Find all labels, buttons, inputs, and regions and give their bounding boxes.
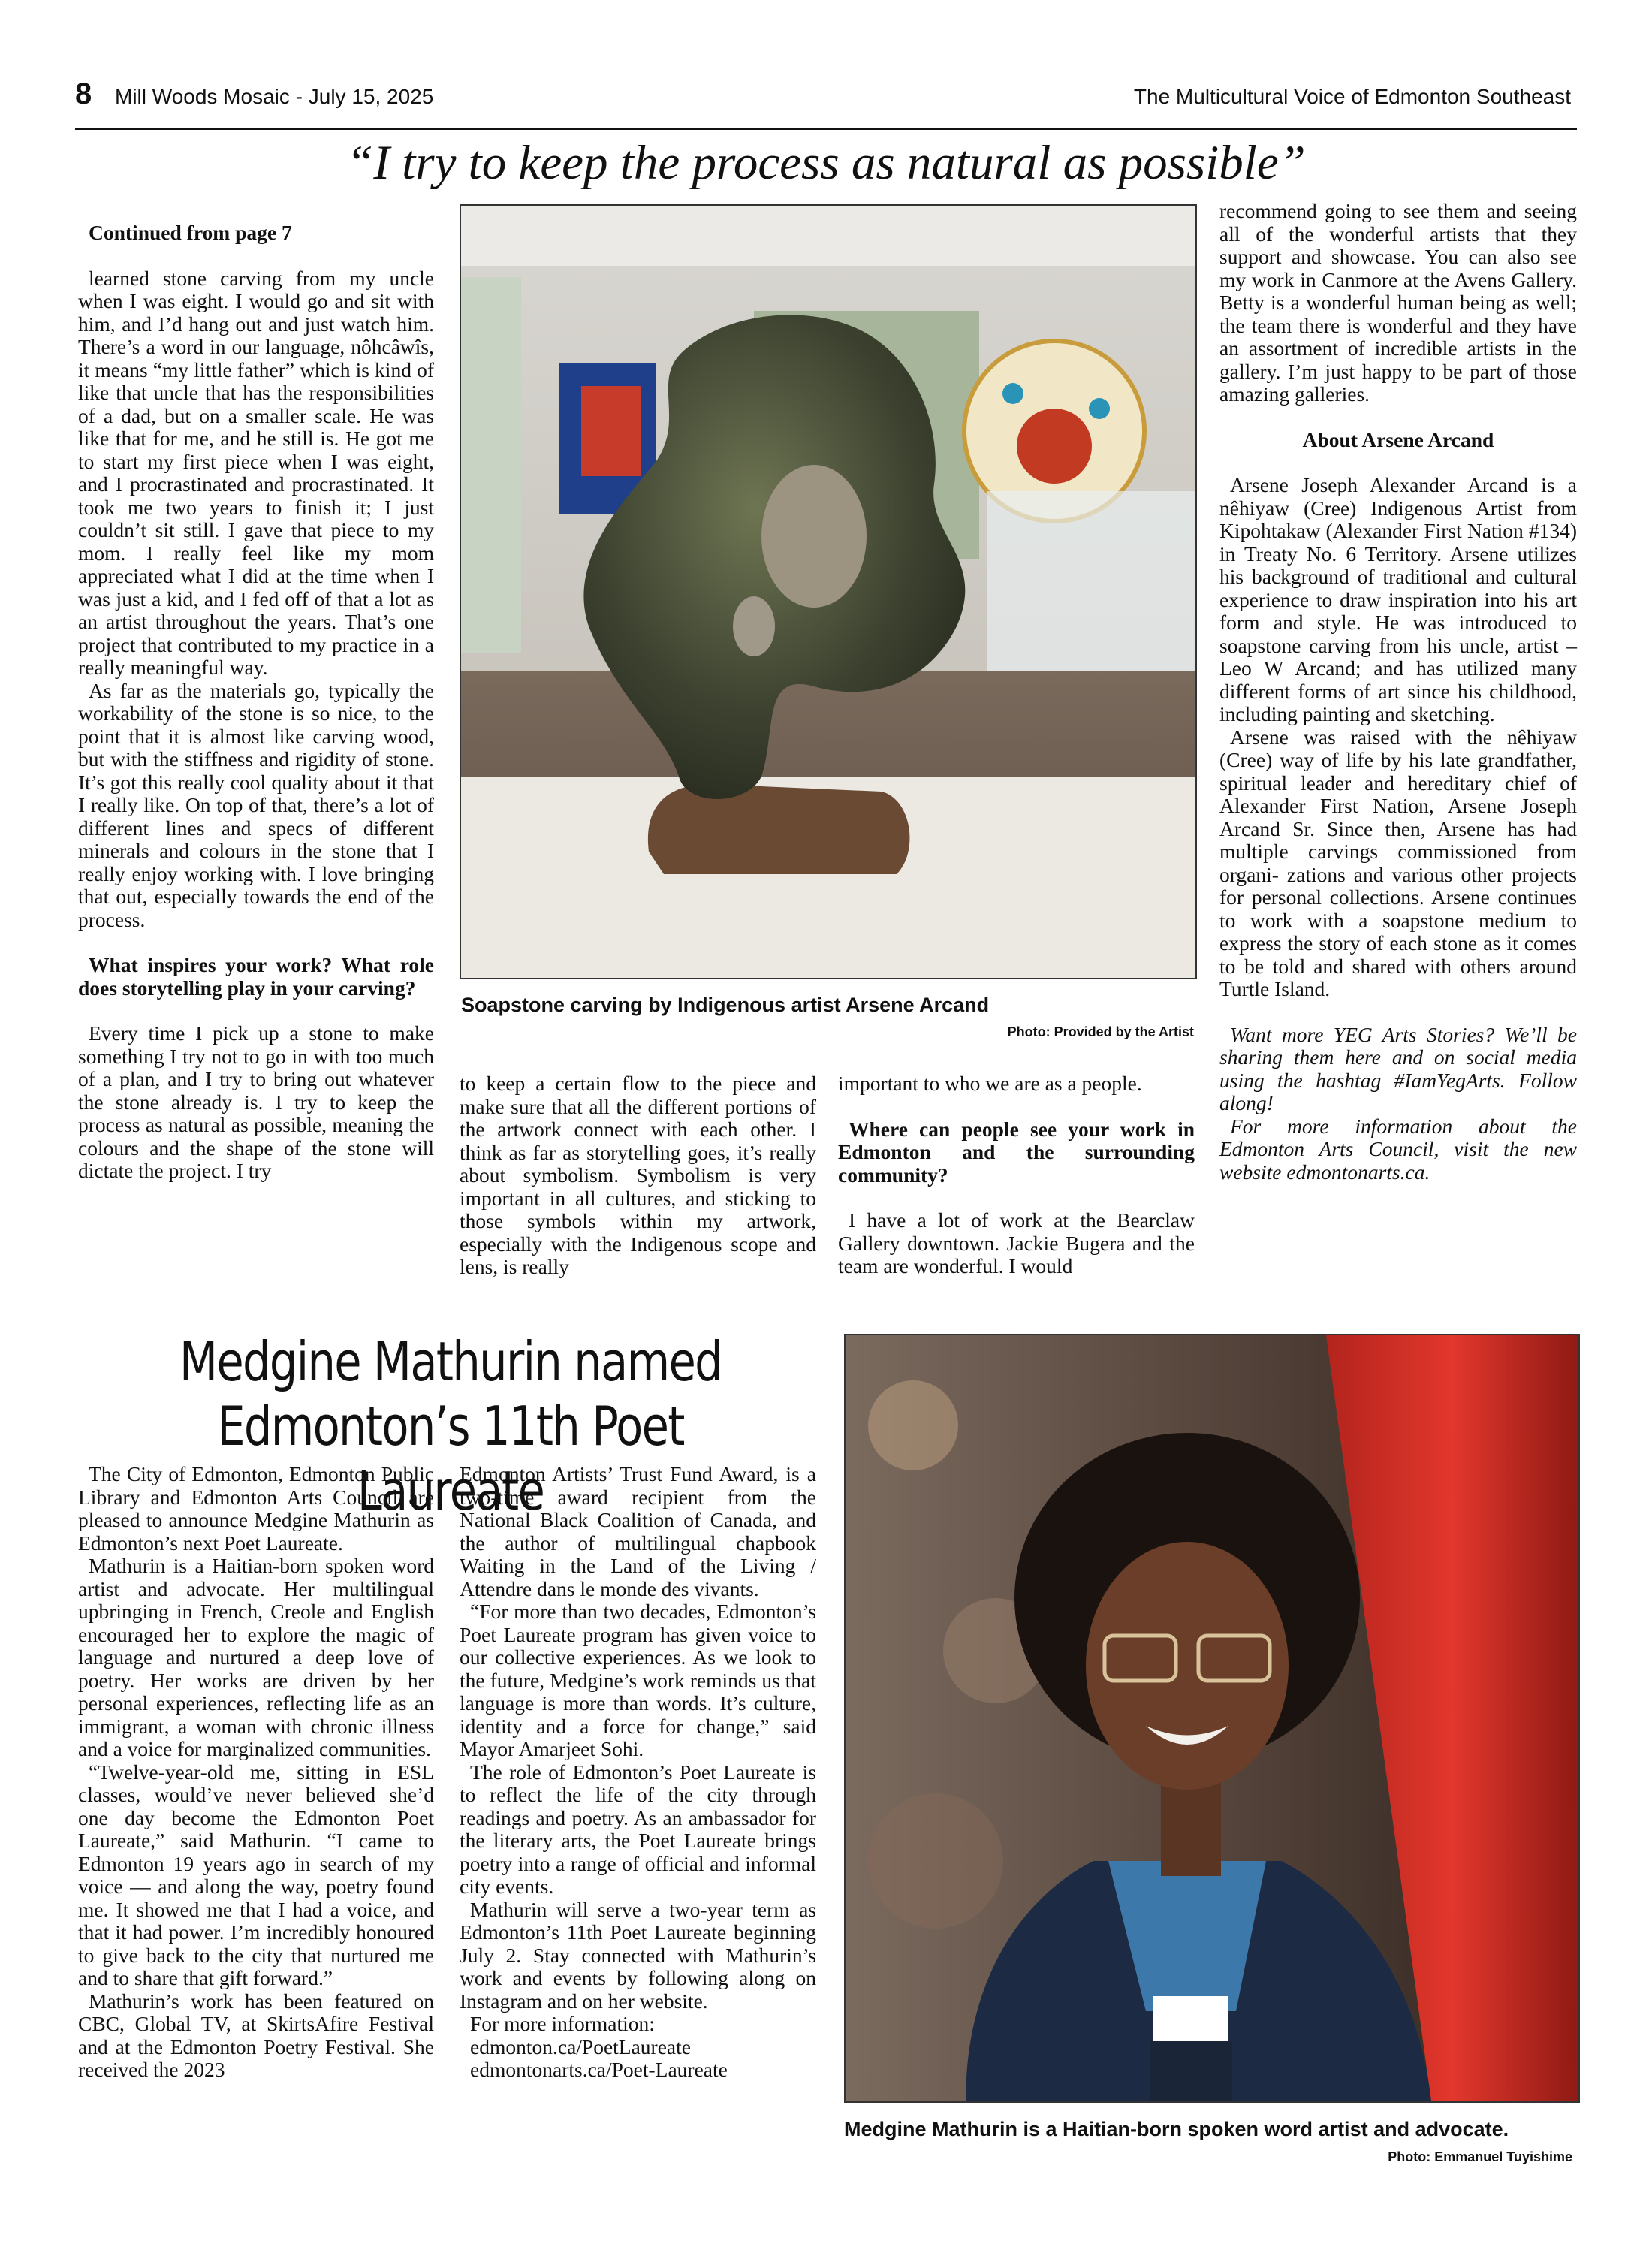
article2-column-1 [78,1463,434,2082]
paragraph: Want more YEG Arts Stories? We’ll be sharing them here and on social media using the hashtag #IamYegArts. Follow along! [1219,1022,1577,1114]
paragraph: to keep a certain flow to the piece and make sure that all the different portions of the artwork connect with each other. I think as far as storytelling goes, it’s really about symbolism. Symbolism is very important in all cultures, and sticking to those symbols within my artwork, especially with the Indigenous scope and lens, is really [460,1072,816,1278]
soapstone-carving-photo [460,204,1197,979]
photo-caption: Soapstone carving by Indigenous artist Arsene Arcand [461,994,990,1016]
pull-quote-headline: “I try to keep the process as natural as possible” [346,136,1306,190]
paragraph: recommend going to see them and seeing all of the wonderful artists that they support and showcase. You can also see my work in Canmore at the Avens Gallery. Betty is a wonderful human being as well; the team there is wonderful and they have an assortment of incredible artists in the gallery. I’m just happy to be part of those amazing galleries. [1219,199,1577,406]
paragraph: learned stone carving from my uncle when I was eight. I would go and sit with him, and I’d hang out and just watch him. There’s a word in our language, nôhcâwîs, it means “my little father” which is kind of like that uncle that has the responsibilities of a dad, but on a smaller scale. He was like that for me, and he still is. He got me to start my first piece when I was eight, and I procrastinated and procrastinated. It took me two years to finish it; I just couldn’t sit still. I gave that piece to my mom. I really feel like my mom appreciated what I did at the time when I was just a kid, and I fed off of that a lot as an artist throughout the years. That’s one project that contributed to my practice in a really meaningful way. [78,266,434,679]
publication-tagline: The Multicultural Voice of Edmonton Southeast [1133,85,1571,108]
photo-caption: Medgine Mathurin is a Haitian-born spoken word artist and advocate. [844,2118,1509,2140]
article2-column-2 [460,1463,816,2082]
headline-line-1: Medgine Mathurin named [179,1330,722,1393]
paragraph: The City of Edmonton, Edmonton Public Library and Edmonton Arts Council are pleased to announce Medgine Mathurin as Edmonton’s next Poet Laureate. [78,1462,434,1555]
paragraph: Mathurin is a Haitian-born spoken word artist and advocate. Her multilingual upbringing in French, Creole and English encouraged her to explore the magic of language and nurtured a deep love of poetry. Her works are driven by her personal experiences, reflecting life as an immigrant, a woman with chronic illness and a voice for marginalized communities. [78,1554,434,1760]
paragraph: For more information: [470,2012,655,2035]
photo-credit: Photo: Provided by the Artist [1007,1024,1194,1039]
paragraph: The role of Edmonton’s Poet Laureate is to reflect the life of the city through readings and poetry. As an ambassador for the literary arts, the Poet Laureate brings poetry into a range of official and informal city events. [460,1760,816,1898]
paragraph: “For more than two decades, Edmonton’s Poet Laureate program has given voice to our collective experiences. As we look to the future, Medgine’s work reminds us that language is more than words. It’s culture, identity and a force for change,” said Mayor Amarjeet Sohi. [460,1600,816,1760]
paragraph: I have a lot of work at the Bearclaw Gallery downtown. Jackie Bugera and the team are wonderful. I would [838,1208,1195,1277]
headline-line-2: Edmonton’s 11th Poet Laureate [217,1395,684,1522]
link-edmontonarts[interactable]: edmontonarts.ca/Poet-Laureate [470,2058,728,2081]
paragraph: As far as the materials go, typically the workability of the stone is so nice, to the point that it is almost like carving wood, but with the stiffness and rigidity of stone. It’s got this really cool quality about it that I really like. On top of that, there’s a lot of different lines and specs of different minerals and colours in the stone that I really enjoy working with. I love bringing that out, especially towards the end of the process. [78,678,434,931]
paragraph: Arsene Joseph Alexander Arcand is a nêhiyaw (Cree) Indigenous Artist from Kipohtakaw (Alexander First Nation #134) in Treaty No. 6 Territory. Arsene utilizes his background of traditional and cultural experience to draw inspiration into his art form and style. He was introduced to soapstone carving from his uncle, artist – Leo W Arcand; and has utilized many different forms of art since his childhood, including painting and sketching. [1219,473,1577,725]
publication-date: Mill Woods Mosaic - July 15, 2025 [115,85,434,108]
link-poet-laureate[interactable]: edmonton.ca/PoetLaureate [470,2034,691,2058]
paragraph: important to who we are as a people. [838,1072,1142,1095]
paragraph: Every time I pick up a stone to make something I try not to go in with too much of a plan, and I try to bring out whatever the stone already is. I try to keep the process as natural as possible, meaning the colours and the shape of the stone will dictate the project. I try [78,1021,434,1182]
paragraph: Mathurin’s work has been featured on CBC, Global TV, at SkirtsAfire Festival and at the Edmonton Poetry Festival. She received the 2023 [78,1989,434,2081]
paragraph: Arsene was raised with the nêhiyaw (Cree) way of life by his late grandfather, spiritual leader and hereditary chief of Alexander First Nation, Arsene Joseph Arcand Sr. Since then, Arsene has had multiple carvings commissioned from organi- zations and various other projects for personal collections. Arsene continues to work with a soapstone medium to express the story of each stone as it comes to be told and shared with others around Turtle Island. [1219,725,1577,1000]
article1-column-3 [838,1072,1195,1278]
article1-column-2 [460,1072,816,1279]
paragraph: For more information about the Edmonton Arts Council, visit the new website edmontonarts.ca. [1219,1114,1577,1184]
article1-column-4 [1219,200,1577,1184]
paragraph: “Twelve-year-old me, sitting in ESL classes, would’ve never believed she’d one day become the Edmonton Poet Laureate,” said Mathurin. “I came to Edmonton 19 years ago in search of my voice — and along the way, poetry found me. It showed me that I had a voice, and that it had power. I’m incredibly honoured to give back to the city that nurtured me and to share that gift forward.” [78,1760,434,1989]
interview-question: What inspires your work? What role does storytelling play in your carving? [78,953,434,1000]
portrait-illustration [846,1335,1578,2101]
medgine-mathurin-photo [844,1334,1580,2103]
continued-note: Continued from page 7 [89,221,292,244]
header-rule [75,128,1577,130]
photo-credit: Photo: Emmanuel Tuyishime [1388,2149,1572,2164]
interview-question: Where can people see your work in Edmonton and the surrounding community? [838,1117,1195,1187]
gallery-scene-illustration [461,206,1195,978]
about-heading: About Arsene Arcand [1302,427,1494,451]
paragraph: Edmonton Artists’ Trust Fund Award, is a two-time award recipient from the National Black Coalition of Canada, and the author of multilingual chapbook Waiting in the Land of the Living / Attendre dans le monde des vivants. [460,1462,816,1600]
article1-column-1 [78,222,434,1183]
paragraph: Mathurin will serve a two-year term as Edmonton’s 11th Poet Laureate beginning July 2. Stay connected with Mathurin’s work and events by following along on Instagram and on her website. [460,1897,816,2013]
page-number: 8 [75,77,92,110]
